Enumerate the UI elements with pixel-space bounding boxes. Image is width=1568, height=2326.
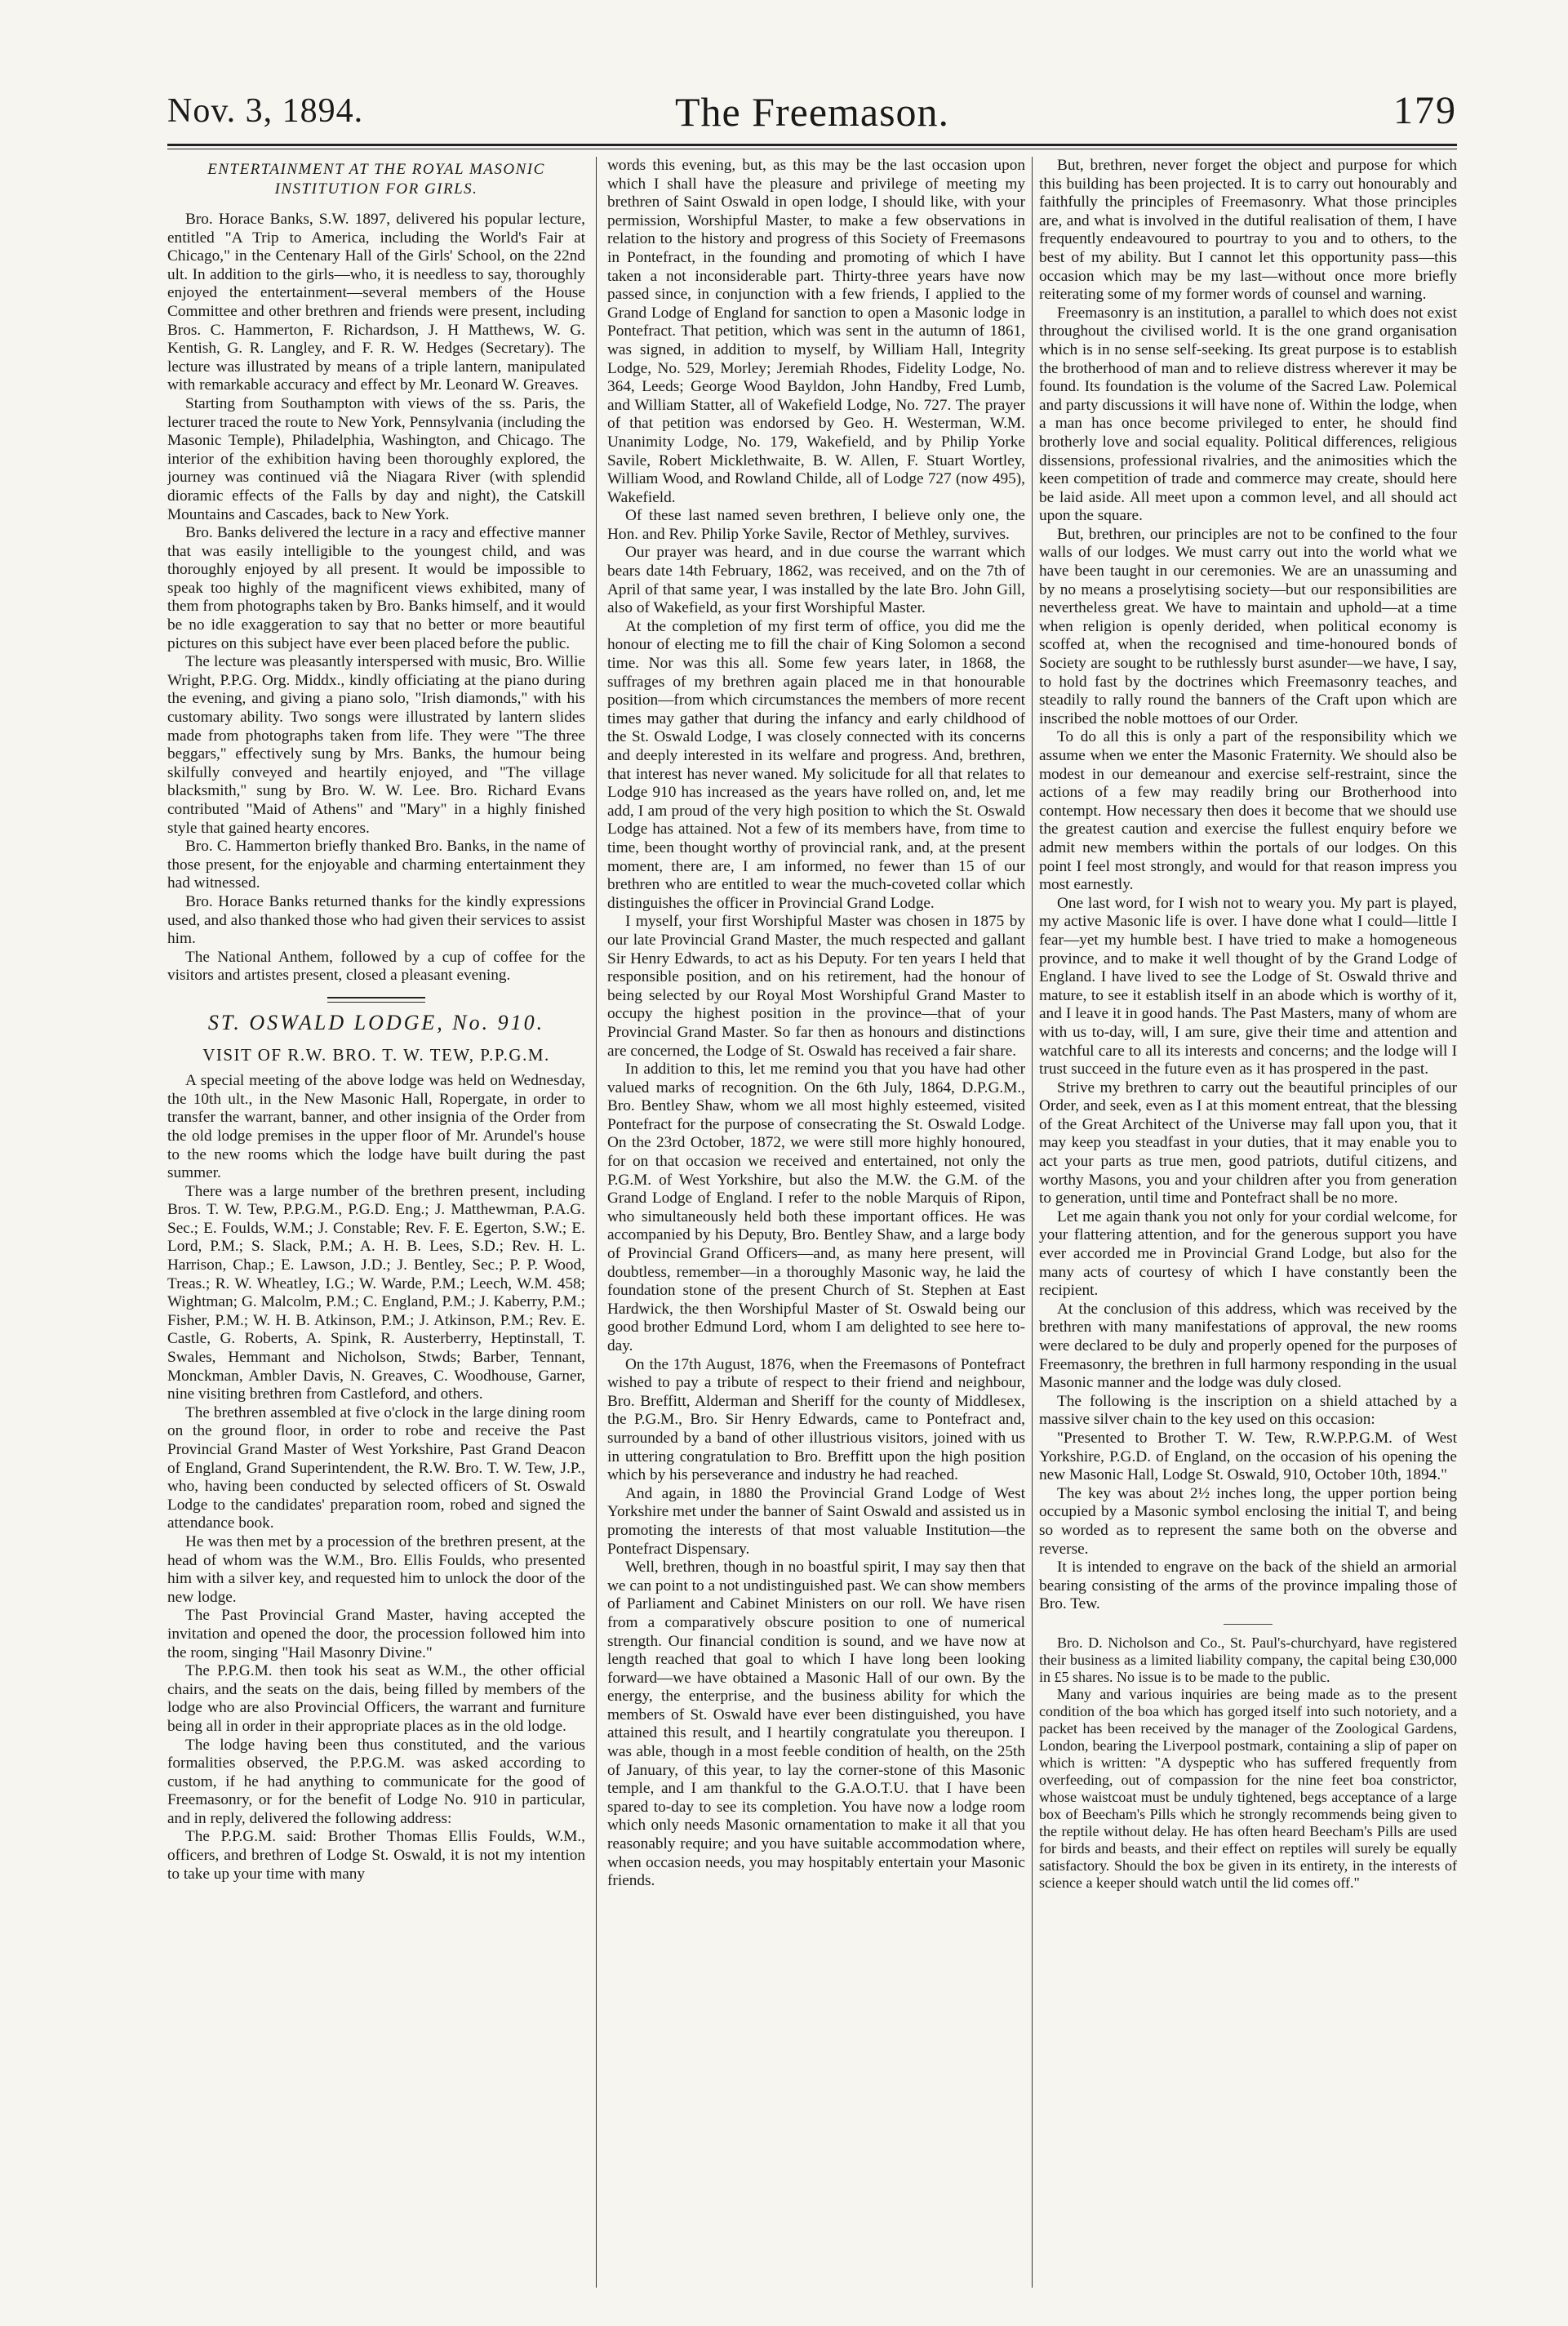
paragraph: The P.P.G.M. then took his seat as W.M., the other official chairs, and the seats on the dais, being filled by members of the lodge who are also Provincial Officers, the warrant and furniture being all in order in their appropriate places as in the old lodge.	[167, 1662, 585, 1735]
paragraph: But, brethren, never forget the object and purpose for which this building has been projected. It is to carry out honourably and faithfully the principles of Freemasonry. What those principles are, and what is involved in the dutiful realisation of them, I have frequently endeavoured to pourtray to you and to others, to the best of my ability. But I cannot let this opportunity pass—this occasion which may be my last—without once more briefly reiterating some of my former words of counsel and warning.	[1039, 157, 1457, 304]
page-number: 179	[1393, 89, 1457, 132]
paragraph: At the conclusion of this address, which was received by the brethren with many manifestations of approval, the new rooms were declared to be duly and properly opened for the purposes of Freemasonry, the brethren in full harmony responding in the usual Masonic manner and the lodge was duly closed.	[1039, 1300, 1457, 1392]
issue-date: Nov. 3, 1894.	[167, 92, 364, 130]
paragraph: Bro. Horace Banks returned thanks for the kindly expressions used, and also thanked those who had given their services to assist him.	[167, 892, 585, 948]
header-rule-thick	[167, 144, 1457, 146]
paragraph: Freemasonry is an institution, a parallel to which does not exist throughout the civilised world. It is the one grand organisation which is in no sense self-seeking. Its great purpose is to establish the brotherhood of man and to relieve distress wherever it may be found. Its foundation is the volume of the Sacred Law. Polemical and party discussions it will have none of. Within the lodge, when a man has once become privileged to enter, he should find brotherly love and social equality. Political differences, religious dissensions, professional rivalries, and the animosities which the keen competition of trade and commerce may create, should here be laid aside. All meet upon a common level, and all should act upon the square.	[1039, 304, 1457, 525]
paragraph: Well, brethren, though in no boastful spirit, I may say then that we can point to a not undistinguished past. We can show members of Parliament and Cabinet Ministers on our roll. We have risen from a comparatively obscure position to one of numerical strength. Our financial condition is sound, and we have now at length reached that goal to which I have long been looking forward—we have obtained a Masonic Hall of our own. By the energy, the enterprise, and the business ability for which the members of St. Oswald have ever been distinguished, you have attained this result, and I heartily congratulate you thereupon. I was able, though in a most feeble condition of health, on the 25th of January, of this year, to lay the corner-stone of this Masonic temple, and I am thankful to the G.A.O.T.U. that I have been spared to-day to see its completion. You have now a lodge room which only needs Masonic ornamentation to make it all that you reasonably require; and you have suitable accommodation where, when occasion needs, you may hospitably entertain your Masonic friends.	[607, 1559, 1025, 1890]
paragraph: There was a large number of the brethren present, including Bros. T. W. Tew, P.P.G.M., P.G.D. Eng.; J. Matthewman, P.A.G. Sec.; E. Foulds, W.M.; J. Constable; Rev. F. E. Egerton, S.W.; E. Lord, P.M.; S. Slack, P.M.; A. H. B. Lees, S.D.; Rev. H. L. Harrison, Chap.; E. Lawson, J.D.; J. Bentley, Sec.; P. P. Wood, Treas.; R. W. Wheatley, I.G.; W. Warde, P.M.; Leech, W.M. 458; Wightman; G. Malcolm, P.M.; C. England, P.M.; J. Kaberry, P.M.; Fisher, P.M.; W. H. B. Atkinson, P.M.; J. Atkinson, P.M.; Rev. E. Castle, G. Roberts, A. Spink, R. Austerberry, Heptinstall, T. Swales, Hemmant and Nicholson, Stwds; Barber, Tennant, Monckman, Ambler Davis, N. Greaves, C. Woodhouse, Garner, nine visiting brethren from Castleford, and others.	[167, 1182, 585, 1403]
paragraph: "Presented to Brother T. W. Tew, R.W.P.P.G.M. of West Yorkshire, P.G.D. of England, on the occasion of his opening the new Masonic Hall, Lodge St. Oswald, 910, October 10th, 1894."	[1039, 1429, 1457, 1484]
notices	[1039, 1634, 1457, 1892]
paragraph: The Past Provincial Grand Master, having accepted the invitation and opened the door, the procession followed him into the room, singing "Hail Masonry Divine."	[167, 1607, 585, 1661]
column-3	[1039, 157, 1457, 2296]
paragraph: The National Anthem, followed by a cup of coffee for the visitors and artistes present, closed a pleasant evening.	[167, 948, 585, 985]
paragraph: Our prayer was heard, and in due course the warrant which bears date 14th February, 1862, was received, and on the 7th of April of that same year, I was installed by the late Bro. John Gill, also of Wakefield, as your first Worshipful Master.	[607, 544, 1025, 617]
notice-paragraph: Bro. D. Nicholson and Co., St. Paul's-churchyard, have registered their business as a limited liability company, the capital being £30,000 in £5 shares. No issue is to be made to the public.	[1039, 1634, 1457, 1685]
article-subheading: VISIT OF R.W. BRO. T. W. TEW, P.P.G.M.	[202, 1044, 550, 1065]
paragraph: Of these last named seven brethren, I believe only one, the Hon. and Rev. Philip Yorke Savile, Rector of Methley, survives.	[607, 507, 1025, 543]
paragraph: Starting from Southampton with views of the ss. Paris, the lecturer traced the route to New York, Pennsylvania (including the Masonic Temple), Philadelphia, Washington, and Chicago. The interior of the exhibition having been thoroughly explored, the journey was continued viâ the Niagara River (with splendid dioramic effects of the Falls by day and night), the Catskill Mountains and Cascades, back to New York.	[167, 394, 585, 523]
article-heading-st-oswald: ST. OSWALD LODGE, No. 910.	[207, 1010, 545, 1034]
paragraph: A special meeting of the above lodge was held on Wednesday, the 10th ult., in the New Masonic Hall, Ropergate, in order to transfer the warrant, banner, and other insignia of the Order from the old lodge premises in the upper floor of Mr. Arundel's house to the new rooms which the lodge have built during the past summer.	[167, 1072, 585, 1182]
paragraph: The key was about 2½ inches long, the upper portion being occupied by a Masonic symbol enclosing the initial T, and being so worded as to represent the same both on the obverse and reverse.	[1039, 1484, 1457, 1558]
paragraph: The following is the inscription on a shield attached by a massive silver chain to the key used on this occasion:	[1039, 1392, 1457, 1429]
section-divider	[327, 997, 425, 1003]
section-divider	[1224, 1624, 1273, 1625]
paragraph: Bro. C. Hammerton briefly thanked Bro. Banks, in the name of those present, for the enjoyable and charming entertainment they had witnessed.	[167, 838, 585, 892]
column-1	[167, 157, 585, 2296]
paragraph: The lodge having been thus constituted, and the various formalities observed, the P.P.G.M. was asked according to custom, if he had anything to communicate for the good of Freemasonry, or for the benefit of Lodge No. 910 in particular, and in reply, delivered the following address:	[167, 1736, 585, 1827]
paragraph: Let me again thank you not only for your cordial welcome, for your flattering attention, and for the generous support you have ever accorded me in Provincial Grand Lodge, but also for the many acts of courtesy of which I have constantly been the recipient.	[1039, 1207, 1457, 1300]
column-2	[607, 157, 1025, 2296]
paragraph: To do all this is only a part of the responsibility which we assume when we enter the Masonic Fraternity. We should also be modest in our demeanour and exercise self-restraint, since the actions of a few may readily bring our Brotherhood into contempt. How necessary then does it become that we should use the greatest caution and exercise the fullest enquiry before we admit new members within the portals of our lodges. On this point I feel most strongly, and would for that reason impress you most earnestly.	[1039, 728, 1457, 894]
paragraph: In addition to this, let me remind you that you have had other valued marks of recognition. On the 6th July, 1864, D.P.G.M., Bro. Bentley Shaw, whom we all most highly esteemed, visited Pontefract for the purpose of consecrating the St. Oswald Lodge. On the 23rd October, 1872, we were still more highly honoured, for on that occasion we received and entertained, not only the P.G.M. of West Yorkshire, but also the M.W. the G.M. of the Grand Lodge of England. I refer to the noble Marquis of Ripon, who simultaneously held both these important offices. He was accompanied by his Deputy, Bro. Bentley Shaw, and a large body of Provincial Grand Officers—and, as many here present, will doubtless, remember—in a thoroughly Masonic way, he laid the foundation stone of the present Church of St. Stephen at East Hardwick, the then Worshipful Master of St. Oswald being our good brother Edmund Lord, whom I am delighted to see here to-day.	[607, 1061, 1025, 1354]
paragraph: I myself, your first Worshipful Master was chosen in 1875 by our late Provincial Grand Master, the much respected and gallant Sir Henry Edwards, to act as his Deputy. For ten years I held that responsible position, and on his retirement, had the honour of being selected by our Royal Most Worshipful Grand Master to occupy the highest position in the province—that of your Provincial Grand Master. So far then as honours and distinctions are concerned, the Lodge of St. Oswald has received a fair share.	[607, 913, 1025, 1060]
paragraph: The lecture was pleasantly interspersed with music, Bro. Willie Wright, P.P.G. Org. Middx., kindly officiating at the piano during the evening, and giving a piano solo, "Irish diamonds," with his customary ability. Two songs were illustrated by lantern slides made from photographs taken from life. They were "The three beggars," effectively sung by Mrs. Banks, the humour being skilfully conveyed and heartily enjoyed, and "The village blacksmith," sung by Bro. W. W. Lee. Bro. Richard Evans contributed "Maid of Athens" and "Mary" in a highly finished style that gained hearty encores.	[167, 653, 585, 837]
masthead	[167, 88, 1457, 137]
paragraph: Strive my brethren to carry out the beautiful principles of our Order, and seek, even as I at this moment entreat, that the blessing of the Great Architect of the Universe may fall upon you, that it may keep you steadfast in your duties, that it may enable you to act your parts as true men, good patriots, dutiful citizens, and worthy Masons, you and your children after you from generation to generation, until time and Pontefract shall be no more.	[1039, 1078, 1457, 1207]
column-divider	[1032, 157, 1033, 2288]
notice-paragraph: Many and various inquiries are being made as to the present condition of the boa which has gorged itself into such notoriety, and a packet has been received by the manager of the Zoological Gardens, London, bearing the Liverpool postmark, containing a slip of paper on which is written: "A dyspeptic who has suffered frequently from overfeeding, out of compassion for the nine feet boa constrictor, whose waistcoat must be unduly tightened, begs acceptance of a large box of Beecham's Pills which he strongly recommends being given to the reptile without delay. He has often heard Beecham's Pills are used for birds and beasts, and their effect on reptiles will surely be equally satisfactory. Should the box be given in its entirety, in the interests of science a keeper should watch until the lid comes off."	[1039, 1685, 1457, 1891]
paragraph: The P.P.G.M. said: Brother Thomas Ellis Foulds, W.M., officers, and brethren of Lodge St. Oswald, it is not my intention to take up your time with many	[167, 1828, 585, 1883]
paragraph: But, brethren, our principles are not to be confined to the four walls of our lodges. We must carry out into the world what we have been taught in our ceremonies. We are an unassuming and by no means a proselytising society—but our responsibilities are nevertheless great. We have to maintain and uphold—at a time when religion is openly derided, when political economy is scoffed at, when the recognised and time-honoured bonds of Society are sought to be ruthlessly burst asunder—we have, I say, to hold fast by the doctrines which Freemasonry teaches, and steadily to rally round the banners of the Craft upon which are inscribed the noble mottoes of our Order.	[1039, 525, 1457, 727]
paragraph: One last word, for I wish not to weary you. My part is played, my active Masonic life is over. I have done what I could—little I fear—yet my humble best. I have tried to make a homogeneous province, and to make it well thought of by the Grand Lodge of England. I have lived to see the Lodge of St. Oswald thrive and mature, to see it establish itself in an abode which is worthy of it, and I leave it in good hands. The Past Masters, many of whom are with us to-day, will, I am sure, give their time and attention and watchful care to all its interests and concerns; and the lodge will I trust succeed in the future even as it has prospered in the past.	[1039, 894, 1457, 1078]
column-divider	[596, 157, 597, 2288]
paragraph: Bro. Banks delivered the lecture in a racy and effective manner that was easily intelligible to the youngest child, and was thoroughly enjoyed by all present. It would be impossible to speak too highly of the magnificent views exhibited, many of them from photographs taken by Bro. Banks himself, and it would be no idle exaggeration to say that no better or more beautiful pictures on this subject have ever been placed before the public.	[167, 524, 585, 652]
paragraph: The brethren assembled at five o'clock in the large dining room on the ground floor, in order to robe and receive the Past Provincial Grand Master of West Yorkshire, Past Grand Deacon of England, Grand Superintendent, the R.W. Bro. T. W. Tew, J.P., who, having been conducted by selected officers of St. Oswald Lodge to the candidates' preparation room, robed and signed the attendance book.	[167, 1403, 585, 1532]
paragraph: Bro. Horace Banks, S.W. 1897, delivered his popular lecture, entitled "A Trip to America, including the World's Fair at Chicago," in the Centenary Hall of the Girls' School, on the 22nd ult. In addition to the girls—who, it is needless to say, thoroughly enjoyed the entertainment—several members of the House Committee and other brethren and friends were present, including Bros. C. Hammerton, F. Richardson, J. H Matthews, W. G. Kentish, G. R. Langley, and F. R. W. Hedges (Secretary). The lecture was illustrated by means of a triple lantern, manipulated with remarkable accuracy and effect by Mr. Leonard W. Greaves.	[167, 211, 585, 394]
paragraph: He was then met by a procession of the brethren present, at the head of whom was the W.M., Bro. Ellis Foulds, who presented him with a silver key, and requested him to unlock the door of the new lodge.	[167, 1532, 585, 1606]
paragraph: words this evening, but, as this may be the last occasion upon which I shall have the pleasure and privilege of meeting my brethren of Saint Oswald in open lodge, I should like, with your permission, Worshipful Master, to make a few observations in relation to the history and progress of this Society of Freemasons in Pontefract, in the founding and promoting of which I have taken a not inconsiderable part. Thirty-three years have now passed since, in conjunction with a few friends, I applied to the Grand Lodge of England for sanction to open a Masonic lodge in Pontefract. That petition, which was sent in the autumn of 1861, was signed, in addition to myself, by William Hall, Integrity Lodge, No. 529, Morley; Jeremiah Rhodes, Fidelity Lodge, No. 364, Leeds; George Wood Bayldon, John Handby, Fred Lumb, and William Statter, all of Wakefield Lodge, No. 727. The prayer of that petition was endorsed by Geo. H. Westerman, W.M. Unanimity Lodge, No. 179, Wakefield, and by Philip Yorke Savile, Robert Micklethwaite, B. W. Allen, F. Stuart Wortley, William Wood, and Rowland Childe, all of Lodge 727 (now 495), Wakefield.	[607, 157, 1025, 506]
paragraph: It is intended to engrave on the back of the shield an armorial bearing consisting of the arms of the province impaling those of Bro. Tew.	[1039, 1559, 1457, 1613]
paragraph: At the completion of my first term of office, you did me the honour of electing me to fill the chair of King Solomon a second time. Nor was this all. Some few years later, in 1868, the suffrages of my brethren again placed me in that honourable position—from which circumstances the members of more recent times may gather that during the infancy and early childhood of the St. Oswald Lodge, I was closely connected with its concerns and deeply interested in its welfare and progress. And, brethren, that interest has never waned. My solicitude for all that relates to Lodge 910 has increased as the years have rolled on, and, let me add, I am proud of the very high position to which the St. Oswald Lodge has attained. Not a few of its members have, from time to time, been thought worthy of provincial rank, and, at the present moment, there are, I am informed, no fewer than 15 of our brethren who are entitled to wear the much-coveted collar which distinguishes the officer in Provincial Grand Lodge.	[607, 617, 1025, 912]
paragraph: On the 17th August, 1876, when the Freemasons of Pontefract wished to pay a tribute of respect to their friend and neighbour, Bro. Breffitt, Alderman and Sheriff for the county of Middlesex, the P.G.M., Bro. Sir Henry Edwards, came to Pontefract and, surrounded by a band of other illustrious visitors, joined with us in uttering congratulation to Bro. Breffitt upon the high position which by his perseverance and industry he had reached.	[607, 1355, 1025, 1484]
publication-title: The Freemason.	[674, 89, 950, 135]
article-heading-girls-institution: ENTERTAINMENT AT THE ROYAL MASONIC INSTITUTION FOR GIRLS.	[207, 161, 545, 198]
paragraph: And again, in 1880 the Provincial Grand Lodge of West Yorkshire met under the banner of Saint Oswald and assisted us in promoting the interests of that most valuable Institution—the Pontefract Dispensary.	[607, 1484, 1025, 1558]
